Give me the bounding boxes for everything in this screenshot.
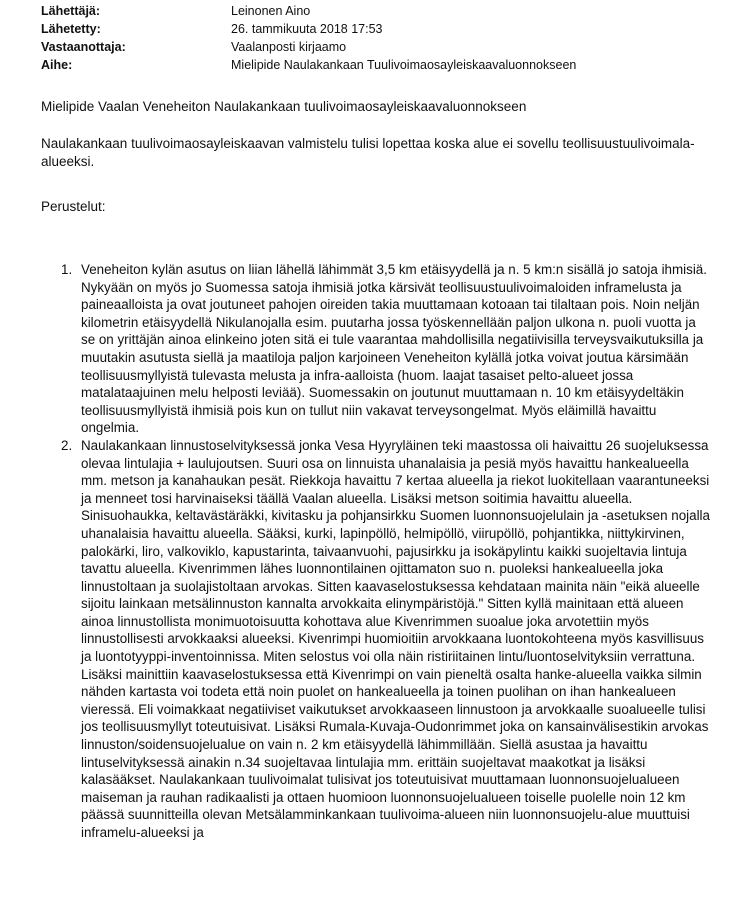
document-body xyxy=(41,98,711,842)
body-title: Mielipide Vaalan Veneheiton Naulakankaan tuulivoimaosayleiskaavaluonnokseen xyxy=(41,99,527,114)
header-row-sender xyxy=(41,2,731,20)
sender-value: Leinonen Aino xyxy=(231,4,311,18)
item-text: Veneheiton kylän asutus on liian lähellä lähimmät 3,5 km etäisyydellä ja n. 5 km:n sisällä jo satoja ihmisiä. Nykyään on myös jo Suomessa satoja ihmisiä jotka kärsivät teollisuustuulivoimaloiden inframelusta ja paineaalloista ja ovat joutuneet pahojen oireiden takia muuttamaan kotoaan tai tilaltaan pois. Noin neljän kilometrin etäisyydellä Nikulanojalla esim. puutarha jossa työskennellään paljon ulkona n. puoli vuotta ja se on yrittäjän ainoa elinkeino joten sitä ei tule vaarantaa mahdollisilla negatiivisilla terveysvaikutuksilla ja muutakin asutusta siellä ja maatiloja paljon karjoineen Veneheiton kylällä jotka voivat joutua kärsimään teollisuusmyllyistä tulevasta melusta ja infra-aalloista (huom. laajat tasaiset pelto-alueet jossa matalataajuinen melu helposti leviää). Suomessakin on joutunut muuttamaan n. 10 km etäisyydeltäkin teollisuusmyllyistä ihmisiä pois kun on tullut niin vakavat terveysongelmat. Myös eläimillä havaittu ongelmia. xyxy=(81,262,707,436)
recipient-value: Vaalanposti kirjaamo xyxy=(231,40,347,54)
sent-label: Lähetetty: xyxy=(41,22,101,36)
intro-paragraph: Naulakankaan tuulivoimaosayleiskaavan valmistelu tulisi lopettaa koska alue ei sovellu teollisuustuulivoimala-alueeksi. xyxy=(41,136,695,169)
reasons-list xyxy=(41,261,711,842)
header-row-recipient xyxy=(41,38,731,56)
email-header xyxy=(41,2,731,74)
sender-label: Lähettäjä: xyxy=(41,4,101,18)
header-row-subject xyxy=(41,56,731,74)
sent-value: 26. tammikuuta 2018 17:53 xyxy=(231,22,383,36)
item-number: 2. xyxy=(61,437,73,453)
item-text: Naulakankaan linnustoselvityksessä jonka Vesa Hyyryläinen teki maastossa oli haivaittu 26 suojeluksessa olevaa lintulajia + laulujoutsen. Suuri osa on linnuista uhanalaisia ja pesiä myös havaittu hankealueella mm. metson ja kanahaukan pesät. Riekkoja havaittu 7 kertaa alueella ja riekot luokitellaan vaarantuneeksi ja menneet tosi harvinaiseksi täällä Vaalan alueella. Lisäksi metson soitimia havaittu alueella. Sinisuohaukka, keltavästäräkki, kivitasku ja pohjansirkku Suomen luonnonsuojelulain ja -asetuksen nojalla uhanalaisia havaittu alueella. Sääksi, kurki, lapinpöllö, helmipöllö, viirupöllö, pohjantikka, niittykirvinen, palokärki, liro, valkoviklo, kapustarinta, taivaanvuohi, pajusirkku ja isokäpylintu kaikki suojeltavia lintuja tavattu alueella. Kivenrimmen lähes luonnontilainen ojittamaton suo n. puoleksi hankealueella joka linnustoltaan ja suolajistoltaan arvokas. Sitten kaavaselostuksessa kehdataan mainita näin "eikä alueelle sijoitu lainkaan metsälinnuston kannalta arvokkaita elinympäristöjä." Sitten kyllä mainitaan että alueen ainoa linnustollista monimuotoisuutta kohottava alue Kivenrimmen suoalue joka arvotettiin myös linnustollisesti arvokkaaksi alueeksi. Kivenrimpi huomioitiin arvokkaana luontokohteena myös kasvillisuus ja luontotyyppi-inventoinnissa. Miten selostus voi olla näin ristiriitainen lintu/luontoselvityksiin verrattuna. Lisäksi mainittiin kaavaselostuksessa että Kivenrimpi on vain pieneltä osalta hanke-alueella vaikka silmin nähden kartasta voi todeta että noin puolet on hankealueella ja toinen puolihan on ihan hankealueen vieressä. Eli voimakkaat negatiiviset vaikutukset arvokkaaseen linnustoon ja arvokkaalle suoalueelle tulisi jos teollisuusmyllyt toteutuisivat. Lisäksi Rumala-Kuvaja-Oudonrimmet joka on kansainvälisestikin arvokas linnuston/soidensuojelualue on vain n. 2 km etäisyydellä lähimmillään. Siellä asustaa ja havaittu lintuselvityksessä ainakin n.34 suojeltavaa lintulajia mm. erittäin suojeltavat maakotkat ja lisäksi kalasääkset. Naulakankaan tuulivoimalat tulisivat jos toteutuisivat muuttamaan luonnonsuojelualueen maiseman ja rauhan radikaalisti ja ottaen huomioon luonnonsuojelualueen toiselle puolelle noin 12 km päässä suunnitteilla olevan Metsälamminkankaan tuulivoima-alueen niin luonnonsuojelu-alue muuttuisi inframelu-alueeksi ja xyxy=(81,437,710,840)
perustelut-heading: Perustelut: xyxy=(41,199,106,214)
subject-value: Mielipide Naulakankaan Tuulivoimaosayleiskaavaluonnokseen xyxy=(231,58,577,72)
header-row-sent xyxy=(41,20,731,38)
recipient-label: Vastaanottaja: xyxy=(41,40,126,54)
subject-label: Aihe: xyxy=(41,58,73,72)
item-number: 1. xyxy=(61,262,73,277)
list-item xyxy=(41,261,711,437)
list-item xyxy=(41,437,711,842)
